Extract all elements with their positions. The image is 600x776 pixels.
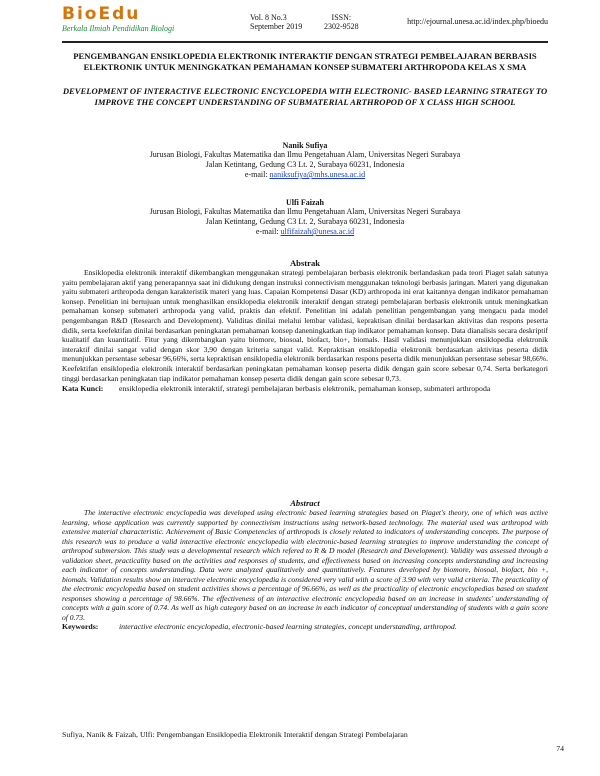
issn-label: ISSN: (331, 13, 352, 22)
kata-kunci-text: ensiklopedia elektronik interaktif, strategi pembelajaran berbasis elektronik, pemahaman konsep, submateri arthropoda (119, 384, 491, 394)
author-email-line (62, 170, 548, 180)
abstract-section (62, 498, 548, 632)
page-number: 74 (556, 744, 564, 753)
email-label: e-mail: (244, 170, 270, 179)
issn-info (324, 13, 359, 31)
issn-number: 2302-9528 (324, 22, 359, 31)
keywords-text: interactive electronic encyclopedia, electronic-based learning strategies, concept understanding, arthropod. (119, 622, 457, 631)
issue-date: September 2019 (250, 22, 303, 31)
email-label: e-mail: (255, 227, 281, 236)
author-address: Jalan Ketintang, Gedung C3 Lt. 2, Surabaya 60231, Indonesia (205, 160, 405, 169)
volume-number: Vol. 8 No.3 (250, 13, 287, 22)
journal-url[interactable]: http://ejournal.unesa.ac.id/index.php/bioedu (407, 17, 548, 26)
paper-title-indonesian: PENGEMBANGAN ENSIKLOPEDIA ELEKTRONIK INTERAKTIF DENGAN STRATEGI PEMBELAJARAN BERBASIS ELEKTRONIK UNTUK MENINGKATKAN PEMAHAMAN KONSEP SUBMATERI ARTHROPODA KELAS X SMA (73, 51, 537, 72)
abstract-text: The interactive electronic encyclopedia was developed using electronic based learning strategies based on Piaget's theory, one of which was active learning, whose application was currently supported by connectivism instructions using network-based technology. The material used was arthropod with extensive material characteristic. Achievement of Basic Competencies of arthropods is closely related to indicators of understanding concepts. The purpose of this research was to produce a valid interactive electronic encyclopedia with electronic-based learning strategies to improve understanding the concept of arthropod submersion. This study was a developmental research which refered to R & D model (Research and Development). Validity was assessed through a validation sheet, practicality based on the activities and responses of students, and effectiveness based on increasing concepts understanding and increasing each indicator of concepts understanding. Data were analyzed qualitatively and quantitatively. Features developed by biomore, biosoal, biofact, bio +, biomals. Validation results show an interactive electronic encyclopedia is considered very valid with a score of 3.90 with very valid criteria. The practicality of the electronic encyclopedia based on student activities shows a percentage of 96.66%, as well as the practicality of electronic encyclopedias based on student responses showing a percentage of 98.66%. The effectiveness of an interactive electronic encyclopedia based on an increase in students' understanding of concepts with a gain score of 0.74. As well as high category based on an increase in each indicator of conceptual understanding of students with a gain score of 0.73. (62, 508, 548, 622)
abstract-heading: Abstract (290, 498, 320, 508)
author-email-link[interactable]: ulfifaizah@unesa.ac.id (280, 227, 355, 236)
keywords-label: Keywords: (62, 622, 99, 631)
header-rule (62, 41, 548, 43)
author-email-line (62, 227, 548, 237)
author-name: Ulfi Faizah (286, 198, 324, 207)
author-email-link[interactable]: naniksufiya@mhs.unesa.ac.id (269, 170, 366, 179)
author-block-1 (62, 141, 548, 180)
author-address: Jalan Ketintang, Gedung C3 Lt. 2, Surabaya 60231, Indonesia (205, 217, 405, 226)
kata-kunci (62, 384, 548, 394)
author-name: Nanik Sufiya (282, 141, 328, 150)
logo-wordmark: BioEdu (62, 4, 141, 24)
journal-logo (62, 6, 174, 34)
abstrak-heading: Abstrak (289, 258, 321, 268)
logo-tagline: Berkala Ilmiah Pendidikan Biologi (62, 24, 175, 33)
footer-citation: Sufiya, Nanik & Faizah, Ulfi: Pengembangan Ensiklopedia Elektronik Interaktif dengan Strategi Pembelajaran (62, 730, 408, 739)
author-affiliation: Jurusan Biologi, Fakultas Matematika dan Ilmu Pengetahuan Alam, Universitas Negeri Surabaya (149, 150, 461, 159)
paper-title-english: DEVELOPMENT OF INTERACTIVE ELECTRONIC ENCYCLOPEDIA WITH ELECTRONIC- BASED LEARNING STRATEGY TO IMPROVE THE CONCEPT UNDERSTANDING OF SUBMATERIAL ARTHROPOD OF X CLASS HIGH SCHOOL (62, 86, 548, 107)
author-affiliation: Jurusan Biologi, Fakultas Matematika dan Ilmu Pengetahuan Alam, Universitas Negeri Surabaya (149, 207, 461, 216)
journal-header (62, 6, 548, 36)
author-block-2 (62, 198, 548, 237)
abstrak-text: Ensiklopedia elektronik interaktif dikembangkan menggunakan strategi pembelajaran berbasis elektronik berlandaskan pada teori Piaget salah satunya yaitu pembelajaran aktif yang penerapannya saat ini didukung dengan instruksi connectivism menggunakan teknologi berbasis jaringan. Materi yang digunakan yaitu submateri arthropoda dengan karakteristik materi yang luas. Capaian Kompetensi Dasar (KD) arthropoda ini erat kaitannya dengan indikator pemahaman konsep. Penelitian ini bertujuan untuk menghasilkan ensiklopedia elektronik interaktif dengan strategi pembelajaran berbasis elektronik untuk meningkatkan pemahaman konsep submateri arthropoda yang valid, praktis dan efektif. Penelitian ini adalah penelitian pengembangan yang mengacu pada model pengembangan R&D (Research and Development). Validitas dinilai melalui lembar validasi, kepraktisan dinilai berdasarkan aktivitas dan respons peserta didik, serta keefektifan dinilai berdasarkan peningkatan pemahaman konsep daneningkatkan tiap indikator pemahaman konsep. Data dianalisis secara deskriptif kualitatif dan kuantitatif. Fitur yang dikembangkan yaitu biomore, biosoal, biofact, bio+, biomals. Hasil validasi menunjukkan ensiklopedia elektronik interaktif dinilai sangat valid dengan skor 3,90 dengan kriteria sangat valid. Kepraktisan ensiklopedia elektronik berdasarkan aktivitas peserta didik menunjukkan persentase sebesar 96,66%, serta kepraktisan ensiklopedia elektronik berdasarkan respons peserta didik menunjukkan persentase sebesar 98,66%. Keefektifan ensiklopedia elektronik interaktif berdasarkan peningkatan pemahaman konsep peserta didik dengan gain score sebesar 0,74. Serta berkategori tinggi berdasarkan peningkatan tiap indikator pemahaman konsep peserta didik dengan gain score sebesar 0,73. (62, 268, 548, 383)
abstrak-section (62, 258, 548, 394)
kata-kunci-label: Kata Kunci: (62, 384, 104, 394)
volume-info (250, 13, 302, 31)
keywords (62, 622, 548, 632)
